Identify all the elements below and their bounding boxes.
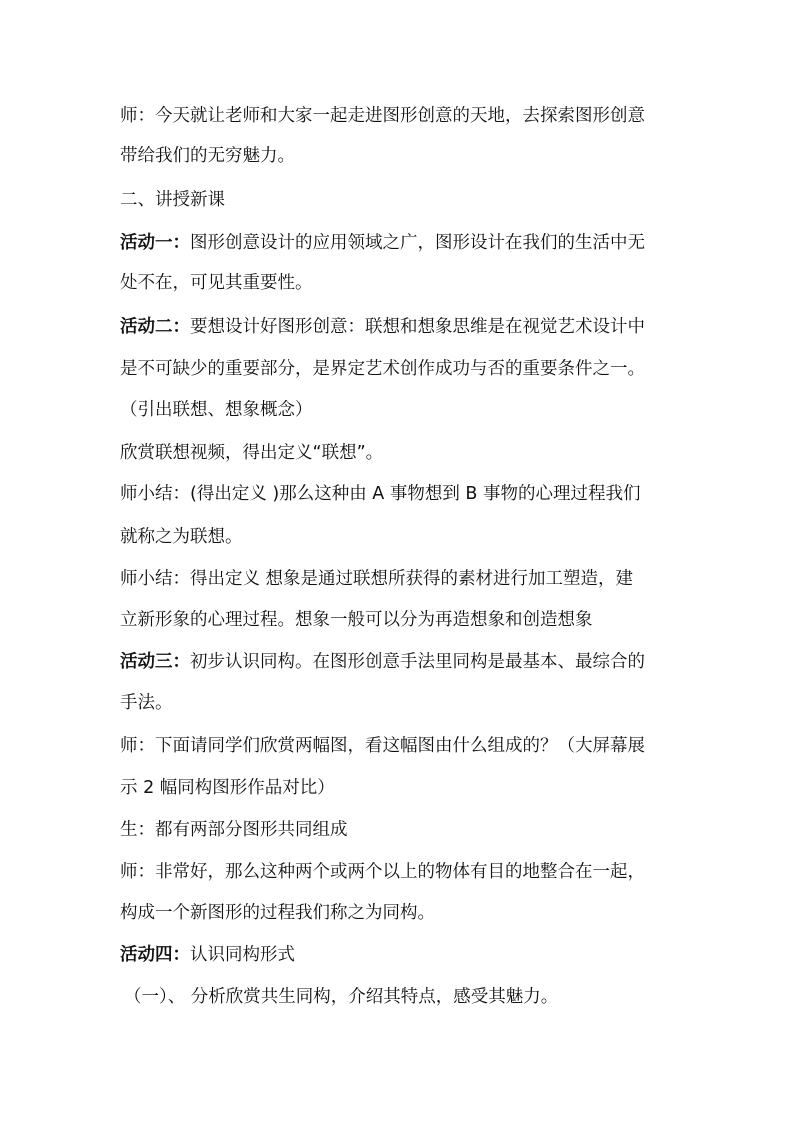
summary2-line1: 师小结：得出定义 想象是通过联想所获得的素材进行加工塑造，建 — [120, 569, 634, 589]
teacher2-line1: 师：非常好，那么这种两个或两个以上的物体有目的地整合在一起， — [120, 862, 645, 882]
teacher1-line1: 师：下面请同学们欣赏两幅图，看这幅图由什么组成的？（大屏幕展 — [120, 736, 645, 756]
sub-section-line: （一）、 分析欣赏共生同构，介绍其特点，感受其魅力。 — [124, 987, 559, 1007]
summary2-line2: 立新形象的心理过程。想象一般可以分为再造想象和创造想象 — [120, 610, 593, 630]
activity3-label: 活动三： — [120, 652, 190, 672]
activity2-line3: （引出联想、想象概念） — [120, 400, 313, 420]
activity2-label: 活动二： — [120, 317, 190, 337]
activity4-label: 活动四： — [120, 945, 190, 965]
paragraph-teacher-intro-line1: 师：今天就让老师和大家一起走进图形创意的天地，去探索图形创意 — [120, 106, 645, 126]
activity1-text: 图形创意设计的应用领域之广，图形设计在我们的生活中无 — [190, 233, 645, 253]
activity4-text: 认识同构形式 — [190, 945, 295, 965]
section-heading: 二、讲授新课 — [120, 190, 225, 210]
activity4-line — [120, 943, 295, 968]
appreciate-line: 欣赏联想视频，得出定义“联想”。 — [120, 443, 384, 463]
activity1-label: 活动一： — [120, 233, 190, 253]
teacher2-line2: 构成一个新图形的过程我们称之为同构。 — [120, 903, 435, 923]
summary1-line1: 师小结：(得出定义 )那么这种由 A 事物想到 B 事物的心理过程我们 — [120, 484, 641, 504]
activity1-line2: 处不在，可见其重要性。 — [120, 273, 313, 293]
activity2-text: 要想设计好图形创意：联想和想象思维是在视觉艺术设计中 — [190, 317, 645, 337]
activity3-text: 初步认识同构。在图形创意手法里同构是最基本、最综合的 — [190, 652, 645, 672]
teacher1-line2: 示 2 幅同构图形作品对比） — [120, 778, 335, 798]
student-line: 生：都有两部分图形共同组成 — [120, 820, 348, 840]
summary1-line2: 就称之为联想。 — [120, 527, 243, 547]
activity3-line1 — [120, 650, 645, 675]
activity2-line2: 是不可缺少的重要部分，是界定艺术创作成功与否的重要条件之一。 — [120, 359, 645, 379]
paragraph-teacher-intro-line2: 带给我们的无穷魅力。 — [120, 146, 295, 166]
activity2-line1 — [120, 315, 645, 340]
activity1-line1 — [120, 231, 645, 256]
activity3-line2: 手法。 — [120, 693, 173, 713]
